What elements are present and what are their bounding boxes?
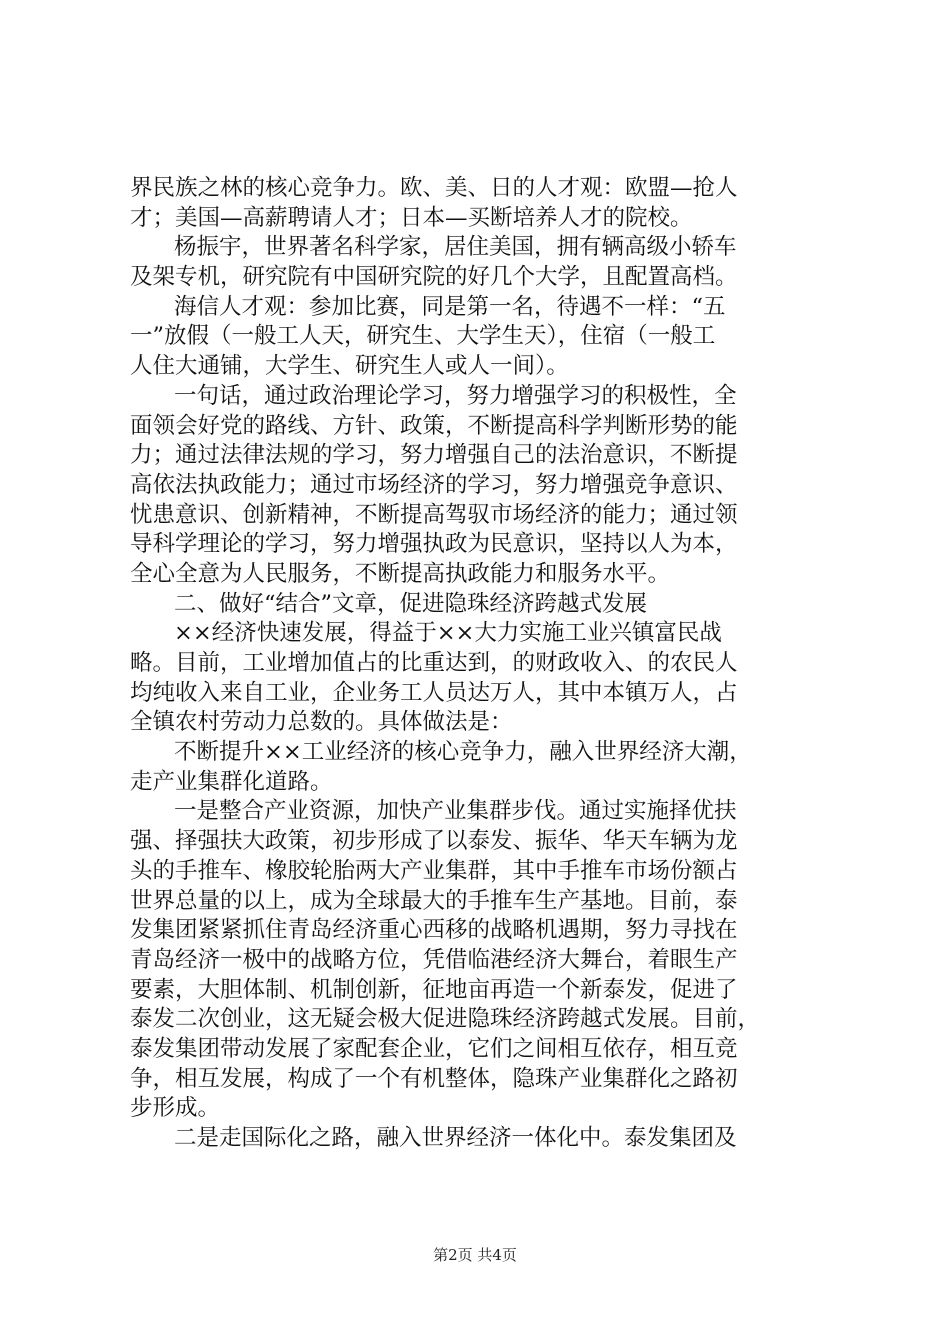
text-line: 力；通过法律法规的学习，努力增强自己的法治意识，不断提 [130,442,738,469]
text-line: 走产业集群化道路。 [130,768,333,795]
text-line: 一是整合产业资源，加快产业集群步伐。通过实施择优扶 [174,798,737,825]
text-line: 一句话，通过政治理论学习，努力增强学习的积极性，全 [174,382,737,409]
text-line: 杨振宇，世界著名科学家，居住美国，拥有辆高级小轿车 [174,234,737,261]
text-line: 步形成。 [130,1095,221,1122]
text-line: 争，相互发展，构成了一个有机整体，隐珠产业集群化之路初 [130,1065,738,1092]
text-line: 强、择强扶大政策，初步形成了以泰发、振华、华天车辆为龙 [130,828,738,855]
text-line: ××经济快速发展，得益于××大力实施工业兴镇富民战 [174,620,722,647]
text-line: 面领会好党的路线、方针、政策，不断提高科学判断形势的能 [130,412,738,439]
document-body [130,174,830,1154]
page-footer: 第2页 共4页 [433,1246,517,1264]
text-line: 忧患意识、创新精神，不断提高驾驭市场经济的能力；通过领 [130,501,738,528]
text-line: 要素，大胆体制、机制创新，征地亩再造一个新泰发，促进了 [130,976,738,1003]
text-line: 发集团紧紧抓住青岛经济重心西移的战略机遇期，努力寻找在 [130,917,738,944]
text-line: 均纯收入来自工业，企业务工人员达万人，其中本镇万人，占 [130,679,738,706]
text-line: 人住大通铺，大学生、研究生人或人一间）。 [130,353,569,380]
text-line: 及架专机，研究院有中国研究院的好几个大学，且配置高档。 [130,264,738,291]
text-line: 头的手推车、橡胶轮胎两大产业集群，其中手推车市场份额占 [130,857,738,884]
text-line: 全镇农村劳动力总数的。具体做法是： [130,709,513,736]
text-line: 略。目前，工业增加值占的比重达到，的财政收入、的农民人 [130,650,738,676]
text-line: 高依法执政能力；通过市场经济的学习，努力增强竞争意识、 [130,471,738,498]
text-line: 不断提升××工业经济的核心竞争力，融入世界经济大潮， [174,739,752,766]
text-line: 一”放假（一般工人天，研究生、大学生天），住宿（一般工 [130,323,716,350]
text-line: 青岛经济一极中的战略方位，凭借临港经济大舞台，着眼生产 [130,946,738,973]
text-line: 界民族之林的核心竞争力。欧、美、日的人才观：欧盟—抢人 [130,175,738,201]
text-line: 海信人才观：参加比赛，同是第一名，待遇不一样：“五 [174,293,726,320]
text-line: 才；美国—高薪聘请人才；日本—买断培养人才的院校。 [130,204,693,231]
text-line: 泰发二次创业，这无疑会极大促进隐珠经济跨越式发展。目前， [130,1006,761,1033]
text-line: 全心全意为人民服务，不断提高执政能力和服务水平。 [130,560,671,587]
text-line: 世界总量的以上，成为全球最大的手推车生产基地。目前，泰 [130,887,738,914]
text-line: 二是走国际化之路，融入世界经济一体化中。泰发集团及 [174,1125,737,1151]
text-line: 导科学理论的学习，努力增强执政为民意识，坚持以人为本， [130,531,738,558]
text-line: 泰发集团带动发展了家配套企业，它们之间相互依存，相互竞 [130,1035,738,1062]
text-line: 二、做好“结合”文章，促进隐珠经济跨越式发展 [174,590,648,617]
